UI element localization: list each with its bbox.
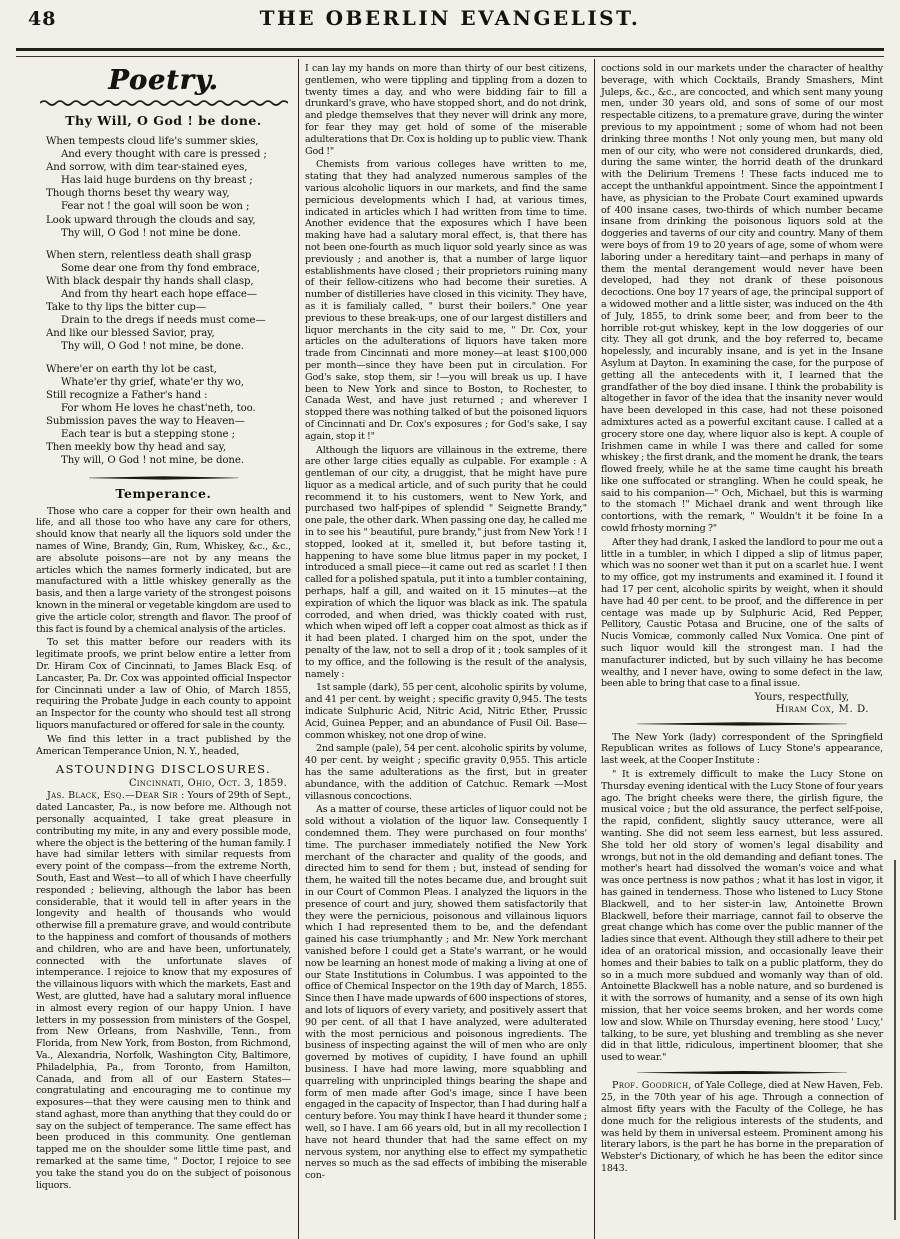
goodrich-notice bbox=[601, 1080, 883, 1174]
poem-line: Submission paves the way to Heaven— bbox=[46, 415, 245, 427]
column-middle bbox=[298, 59, 594, 1239]
disclosures-heading: ASTOUNDING DISCLOSURES. bbox=[55, 762, 272, 777]
letter-sample-1-paragraph: 1st sample (dark), 55 per cent, alcoholic spirits by volume, and 41 per cent. by weight ; specific gravity 0,945. The tests indicate Sulphuric Acid, Nitric Acid, Nitric Ether, Prussic Acid, Guinea Pepper, and an abundance of Fusil Oil. Base—common whiskey, not one drop of wine. bbox=[305, 682, 587, 741]
letter-paragraph: Chemists from various colleges have written to me, stating that they had analyzed numerous samples of the various alcoholic liquors in our markets, and find the same pernicious developments which I had, at various times, indicated in articles which I had written from time to time. Another evidence that the exposures which I have been making have had a salutary moral effect, is, that there has not been one-fourth as much liquor sold yearly since as was previously ; and another is, that a number of large liquor establishments have closed ; their proprietors ruining many of their fellow-citizens who had become their sureties. A number of distilleries have closed in this vicinity. They have, as it is familialy called, " burst their boilers." One year previous to these break-ups, one of our largest distillers and liquor merchants in the city said to me, " Dr. Cox, your articles on the adulterations of liquors have taken more trade from Cincinnati and more money—at least $100,000 per month—since they have been put in circulation. For God's sake, stop them, sir !—you will break us up. I have been to New York and since to Boston, to Rochester, to Canada West, and have just returned ; and wherever I stopped there was nothing talked of but the poisoned liquors of Cincinnati and Dr. Cox's exposures ; for God's sake, I say again, stop it !" bbox=[305, 159, 587, 442]
column-right bbox=[594, 59, 890, 1239]
letter-paragraph: coctions sold in our markets under the character of healthy beverage, with which Cocktails, Brandy Smashers, Mint Juleps, &c., &c., are concocted, and which sent many young men, under 30 years old, and sons of some of our most respectable citizens, to a premature grave, during the winter previous to my appointment ; some of whom had not been drinking three months ! Not only young men, but many old men of our city, who were not considered drunkards, died, during the same winter, the horrid death of the drunkard with the Delirium Tremens ! These facts induced me to accept the unthankful appointment. Since the appointment I have, as physician to the Probate Court examined upwards of 400 insane cases, two-thirds of which number became insane from drinking the poisonous liquors sold at the doggeries and taverns of our city and country. Many of them were boys of from 19 to 20 years of age, some of whom were laboring under a hereditary taint—and perhaps in many of them the mental derangement would never have been developed, had they not drank of these poisonous decoctions. One boy 17 years of age, the principal support of a widowed mother and a little sister, was induced on the 4th of July, 1855, to drink some beer, and from beer to the horrible rot-gut whiskey, kept in the low doggeries of our city. They all got drunk, and the boy referred to, became hopelessly, and incurably insane, and is yet in the Insane Asylum at Dayton. In examining the case, for the purpose of getting all the antecedents with it, I learned that the grandfather of the boy died insane. I think the probability is altogether in favor of the idea that the insanity never would have been developed in this case, had not these poisoned admixtures acted as a powerful excitant cause. I called at a grocery store one day, where liquor also is kept. A couple of Irishmen came in while I was there and called for some whiskey ; the first drank, and the moment he drank, the tears flowed freely, while he at the same time caught his breath like one suffocated or strangling. When he could speak, he said to his companion—" Och, Michael, but this is warming to the stomach !" Michael drank and went through like contortions, with the remark, " Wouldn't it be foine In a cowld frhosty morning ?" bbox=[601, 63, 883, 535]
letter-opening-paragraph bbox=[36, 790, 291, 1191]
section-divider bbox=[89, 476, 239, 479]
header-rule bbox=[16, 48, 884, 57]
poem-line: Thy will, O God ! not mine, be done. bbox=[61, 341, 244, 353]
wavy-rule bbox=[40, 98, 288, 107]
poem-line: Drain to the dregs if needs must come— bbox=[61, 315, 266, 327]
temperance-paragraph: Those who care a copper for their own health and life, and all those too who have any care for others, should know that nearly all the liquors sold under the names of Wine, Brandy, Gin, Rum, Whiskey, &c., &c., are absolute poisons—are not by any means the articles which the names formerly indicated, but are manufactured with a little whiskey generally as the basis, and then a large variety of the strongest poisons known in the mineral or vegetable kingdom are used to give the article color, strength and flavor. The proof of this fact is found by a chemical analysis of the articles. bbox=[36, 505, 291, 635]
poem-line: Though thorns beset thy weary way, bbox=[46, 188, 230, 200]
temperance-paragraph: To set this matter before our readers with its legitimate proofs, we print below entire a letter from Dr. Hiram Cox of Cincinnati, to James Black Esq. of Lancaster, Pa. Dr. Cox was appointed official Inspector for Cincinnati under a law of Ohio, of March 1855, requiring the Probate Judge in each county to appoint an Inspector for the county who should test all strong liquors manufactured or offered for sale in the county. bbox=[36, 637, 291, 731]
poem-line: And from thy heart each hope efface— bbox=[61, 289, 257, 301]
poem-stanza bbox=[46, 135, 291, 240]
poem-line: With black despair thy hands shall clasp, bbox=[46, 275, 254, 287]
poem-line: Has laid huge burdens on thy breast ; bbox=[61, 175, 253, 187]
poem-line: When tempests cloud life's summer skies, bbox=[46, 136, 259, 147]
column-left bbox=[30, 59, 298, 1239]
poem-line: Where'er on earth thy lot be cast, bbox=[46, 363, 217, 375]
letter-sample-2-paragraph: 2nd sample (pale), 54 per cent. alcoholic spirits by volume, 40 per cent. by weight ; specific gravity 0,955. This article has the same adulterations as the first, but in greater abundance, with the addition of Catchuc. Remark —Most villasnous concoctions. bbox=[305, 743, 587, 802]
poem-line: Some dear one from thy fond embrace, bbox=[61, 262, 260, 274]
column-container bbox=[30, 59, 892, 1239]
letter-paragraph: Although the liquors are villainous in the extreme, there are other large cities equally as culpable. For example : A gentleman of our city, a druggist, that he might have pure liquor as a medical article, and of such purity that he could recommend it to his customers, went to New York, and purchased two half-pipes of splendid " Seignette Brandy," one pale, the other dark. When passing one day, he called me in to see his " beautiful, pure brandy," just from New York ! I stopped, looked at it, smelled it, but before tasting it, happening to have some blue litmus paper in my pocket, I introduced a small piece—it came out red as scarlet ! I then called for a polished spatula, put it into a tumbler containing, perhaps, half a gill, and waited on it 15 minutes—at the expiration of which the liquor was black as ink. The spatula corroded, and when dried, was thickly coated with rust, which when wiped off left a copper coat almost as thick as if it had been plated. I charged him on the spot, under the penalty of the law, not to sell a drop of it ; took samples of it to my office, and the following is the result of the analysis, namely : bbox=[305, 444, 587, 680]
masthead-title: THE OBERLIN EVANGELIST. bbox=[259, 6, 641, 30]
poem-line: And like our blessed Savior, pray, bbox=[46, 328, 215, 340]
letter-paragraph: As a matter of course, these articles of liquor could not be sold without a violation of the liquor law. Consequently I condemned them. They were purchased on four months' time. The purchaser immediately notified the New York merchant of the character and quality of the goods, and directed him to send for them ; but, instead of sending for them, he waited till the notes became due, and brought suit in our Court of Common Pleas. I analyzed the liquors in the presence of court and jury, showed them satisfactorily that they were the pernicious, poisonous and villainous liquors which I had represented them to be, and the defendant gained his case triumphantly ; and Mr. New York merchant vanished before I could get a State's warrant, or he would now be learning an honest mode of making a living at one of our State Institutions in Columbus. I was appointed to the office of Chemical Inspector on the 19th day of March, 1855. Since then I have made upwards of 600 inspections of stores, and lots of liquors of every variety, and positively assert that 90 per cent. of all that I have analyzed, were adulterated with the most pernicious and poisonous ingredients. The business of inspecting against the will of men who are only governed by motives of cupidity, I have found an uphill business. I have had more lawing, more squabbling and quarreling with unprincipled things bearing the shape and form of men made after God's image, since I have been engaged in the capacity of Inspector, than I had during half a century before. You may think I have heard it thunder some ; well, so I have. I am 66 years old, but in all my recollection I have not heard thunder that had the same effect on my nervous system, nor anything else to effect my sympathetic nerves so much as the sad effects of imbibing the miserable con- bbox=[305, 804, 587, 1182]
lucy-stone-quote: " It is extremely difficult to make the Lucy Stone on Thursday evening identical with the Lucy Stone of four years ago. The bright cheeks were there, the girlish figure, the musical voice ; but the old assurance, the perfect self-poise, the rapid, confident, slightly saucy utterance, were all wanting. She did not seem less earnest, but less assured. She told her old story of women's legal disability and wrongs, but not in the old demanding and defiant tones. The mother's heart had dissolved the woman's voice and what was once pertness is now pathos ; what it has lost in vigor, it has gained in tenderness. Those who listened to Lucy Stone Blackwell, and to her sister-in law, Antoinette Brown Blackwell, before their marriage, cannot fail to observe the great change which has come over the public manner of the ladies since that event. Although they still adhere to their pet idea of an oratorical mission, and occasionally leave their homes and their babies to talk on a public platform, they do so in a much more subdued and womanly way than of old. Antoinette Blackwell has a noble nature, and so burdened is it with the sorrows of humanity, and a sense of its own high mission, that her voice seems broken, and her words come low and slow. While on Thursday evening, here stood ' Lucy,' talking, to be sure, yet blushing and trembling as she never did in that little, ridiculous, impertinent bloomer, that she used to wear." bbox=[601, 769, 883, 1064]
letter-body: Yours of 29th of Sept., dated Lancaster, Pa., is now before me. Although not personally acquainted, I take great pleasure in contributing my mite, in any and every possible mode, where the object is the bettering of the human family. I have had similar letters with similar requests from every point of the compass—from the extreme North, South, East and West—to all of which I have cheerfully responded ; believing, although the labor has been considerable, that it would tell in after years in the longevity and health of thousands who would otherwise fill a premature grave, and would contribute to the happiness and comfort of thousands of mothers and children, who are and have been, unfortunately, connected with the unfortunate slaves of intemperance. I rejoice to know that my exposures of the villainous liquors with which the markets, East and West, are glutted, have had a salutary moral influence in almost every region of our happy Union. I have letters in my possession from ministers of the Gospel, from New Orleans, from Nashville, Tenn., from Florida, from New York, from Boston, from Richmond, Va., Alexandria, Norfolk, Washington City, Baltimore, Philadelphia, Pa., from Toronto, from Hamilton, Canada, and from all of our Eastern States—congratulating and encouraging me to continue my exposures—that they were causing men to think and stand aghast, more than anything that they could do or say on the subject of temperance. The same effect has been produced in this community. One gentleman tapped me on the shoulder some little time past, and remarked at the same time, " Doctor, I rejoice to see you take the stand you do on the subject of poisonous liquors. bbox=[36, 790, 291, 1191]
letter-paragraph: I can lay my hands on more than thirty of our best citizens, gentlemen, who were tippling and tippling from a dozen to twenty times a day, and who were bidding fair to fill a drunkard's grave, who have stopped short, and do not drink, and pledge themselves that they never will drink any more, for fear they may get hold of some of the miserable adulterations that Dr. Cox is holding up to public view. Thank God !" bbox=[305, 63, 587, 157]
poem-line: And sorrow, with dim tear-stained eyes, bbox=[46, 162, 248, 174]
goodrich-body: of Yale College, died at New Haven, Feb. 25, in the 70th year of his age. Through a connection of almost fifty years with the Faculty of the College, he has done much for the religious interests of the students, and was held by them in universal esteem. Prominent among his literary labors, is the part he has borne in the preparation of Webster's Dictionary, of which he has been the editor since 1843. bbox=[601, 1080, 883, 1174]
poem-line: Thy will, O God ! not mine, be done. bbox=[61, 455, 244, 467]
letter-salutation: Jas. Black, Esq.—Dear Sir : bbox=[47, 790, 185, 802]
poetry-section-heading: Poetry. bbox=[108, 65, 219, 96]
section-divider bbox=[637, 722, 847, 725]
letter-paragraph: After they had drank, I asked the landlord to pour me out a little in a tumbler, in which I dipped a slip of litmus paper, which was no sooner wet than it put on a scarlet hue. I went to my office, got my instruments and examined it. I found it had 17 per cent, alcoholic spirits by weight, when it should have had 40 per cent. to be proof, and the difference in per centage was made up by Sulphuric Acid, Red Pepper, Pellitory, Caustic Potasa and Brucine, one of the salts of Nucis Vomicæ, commonly called Nux Vomica. One pint of such liquor would kill the strongest man. I had the manufacturer indicted, but by such villainy he has become wealthy, and I never have, owing to some defect in the law, been able to bring that case to a final issue. bbox=[601, 536, 883, 690]
scan-artifact-edge bbox=[894, 860, 896, 1220]
signature-closing: Yours, respectfully, bbox=[754, 692, 849, 704]
lucy-stone-intro: The New York (lady) correspondent of the Springfield Republican writes as follows of Lucy Stone's appearance, last week, at the Cooper Institute : bbox=[601, 731, 883, 767]
poem-line: Take to thy lips the bitter cup— bbox=[46, 302, 206, 314]
poem-line: And every thought with care is pressed ; bbox=[61, 149, 267, 161]
poem-line: Fear not ! the goal will soon be won ; bbox=[61, 201, 250, 213]
page-number: 48 bbox=[28, 8, 57, 30]
poem-title: Thy Will, O God ! be done. bbox=[65, 113, 262, 128]
poem-line: When stern, relentless death shall grasp bbox=[46, 249, 252, 261]
poem-line: Thy will, O God ! not mine be done. bbox=[61, 227, 241, 239]
temperance-heading: Temperance. bbox=[115, 485, 212, 501]
poem-stanza bbox=[46, 363, 291, 468]
poem-line: Look upward through the clouds and say, bbox=[46, 214, 256, 226]
poem-line: Then meekly bow thy head and say, bbox=[46, 442, 227, 454]
goodrich-lead: Prof. Goodrich, bbox=[612, 1080, 692, 1092]
poem-line: For whom He loves he chast'neth, too. bbox=[61, 402, 256, 414]
poem-stanza bbox=[46, 249, 291, 354]
section-divider bbox=[637, 1071, 847, 1074]
poem-line: Whate'er thy grief, whate'er thy wo, bbox=[61, 376, 244, 388]
poem-line: Still recognize a Father's hand : bbox=[46, 389, 208, 401]
poem-line: Each tear is but a stepping stone ; bbox=[61, 428, 235, 440]
dateline: Cincinnati, Ohio, Oct. 3, 1859. bbox=[128, 778, 287, 790]
page-header bbox=[0, 0, 900, 44]
signature-name: Hiram Cox, M. D. bbox=[775, 704, 869, 716]
temperance-paragraph: We find this letter in a tract published by the American Temperance Union, N. Y., headed, bbox=[36, 733, 291, 757]
